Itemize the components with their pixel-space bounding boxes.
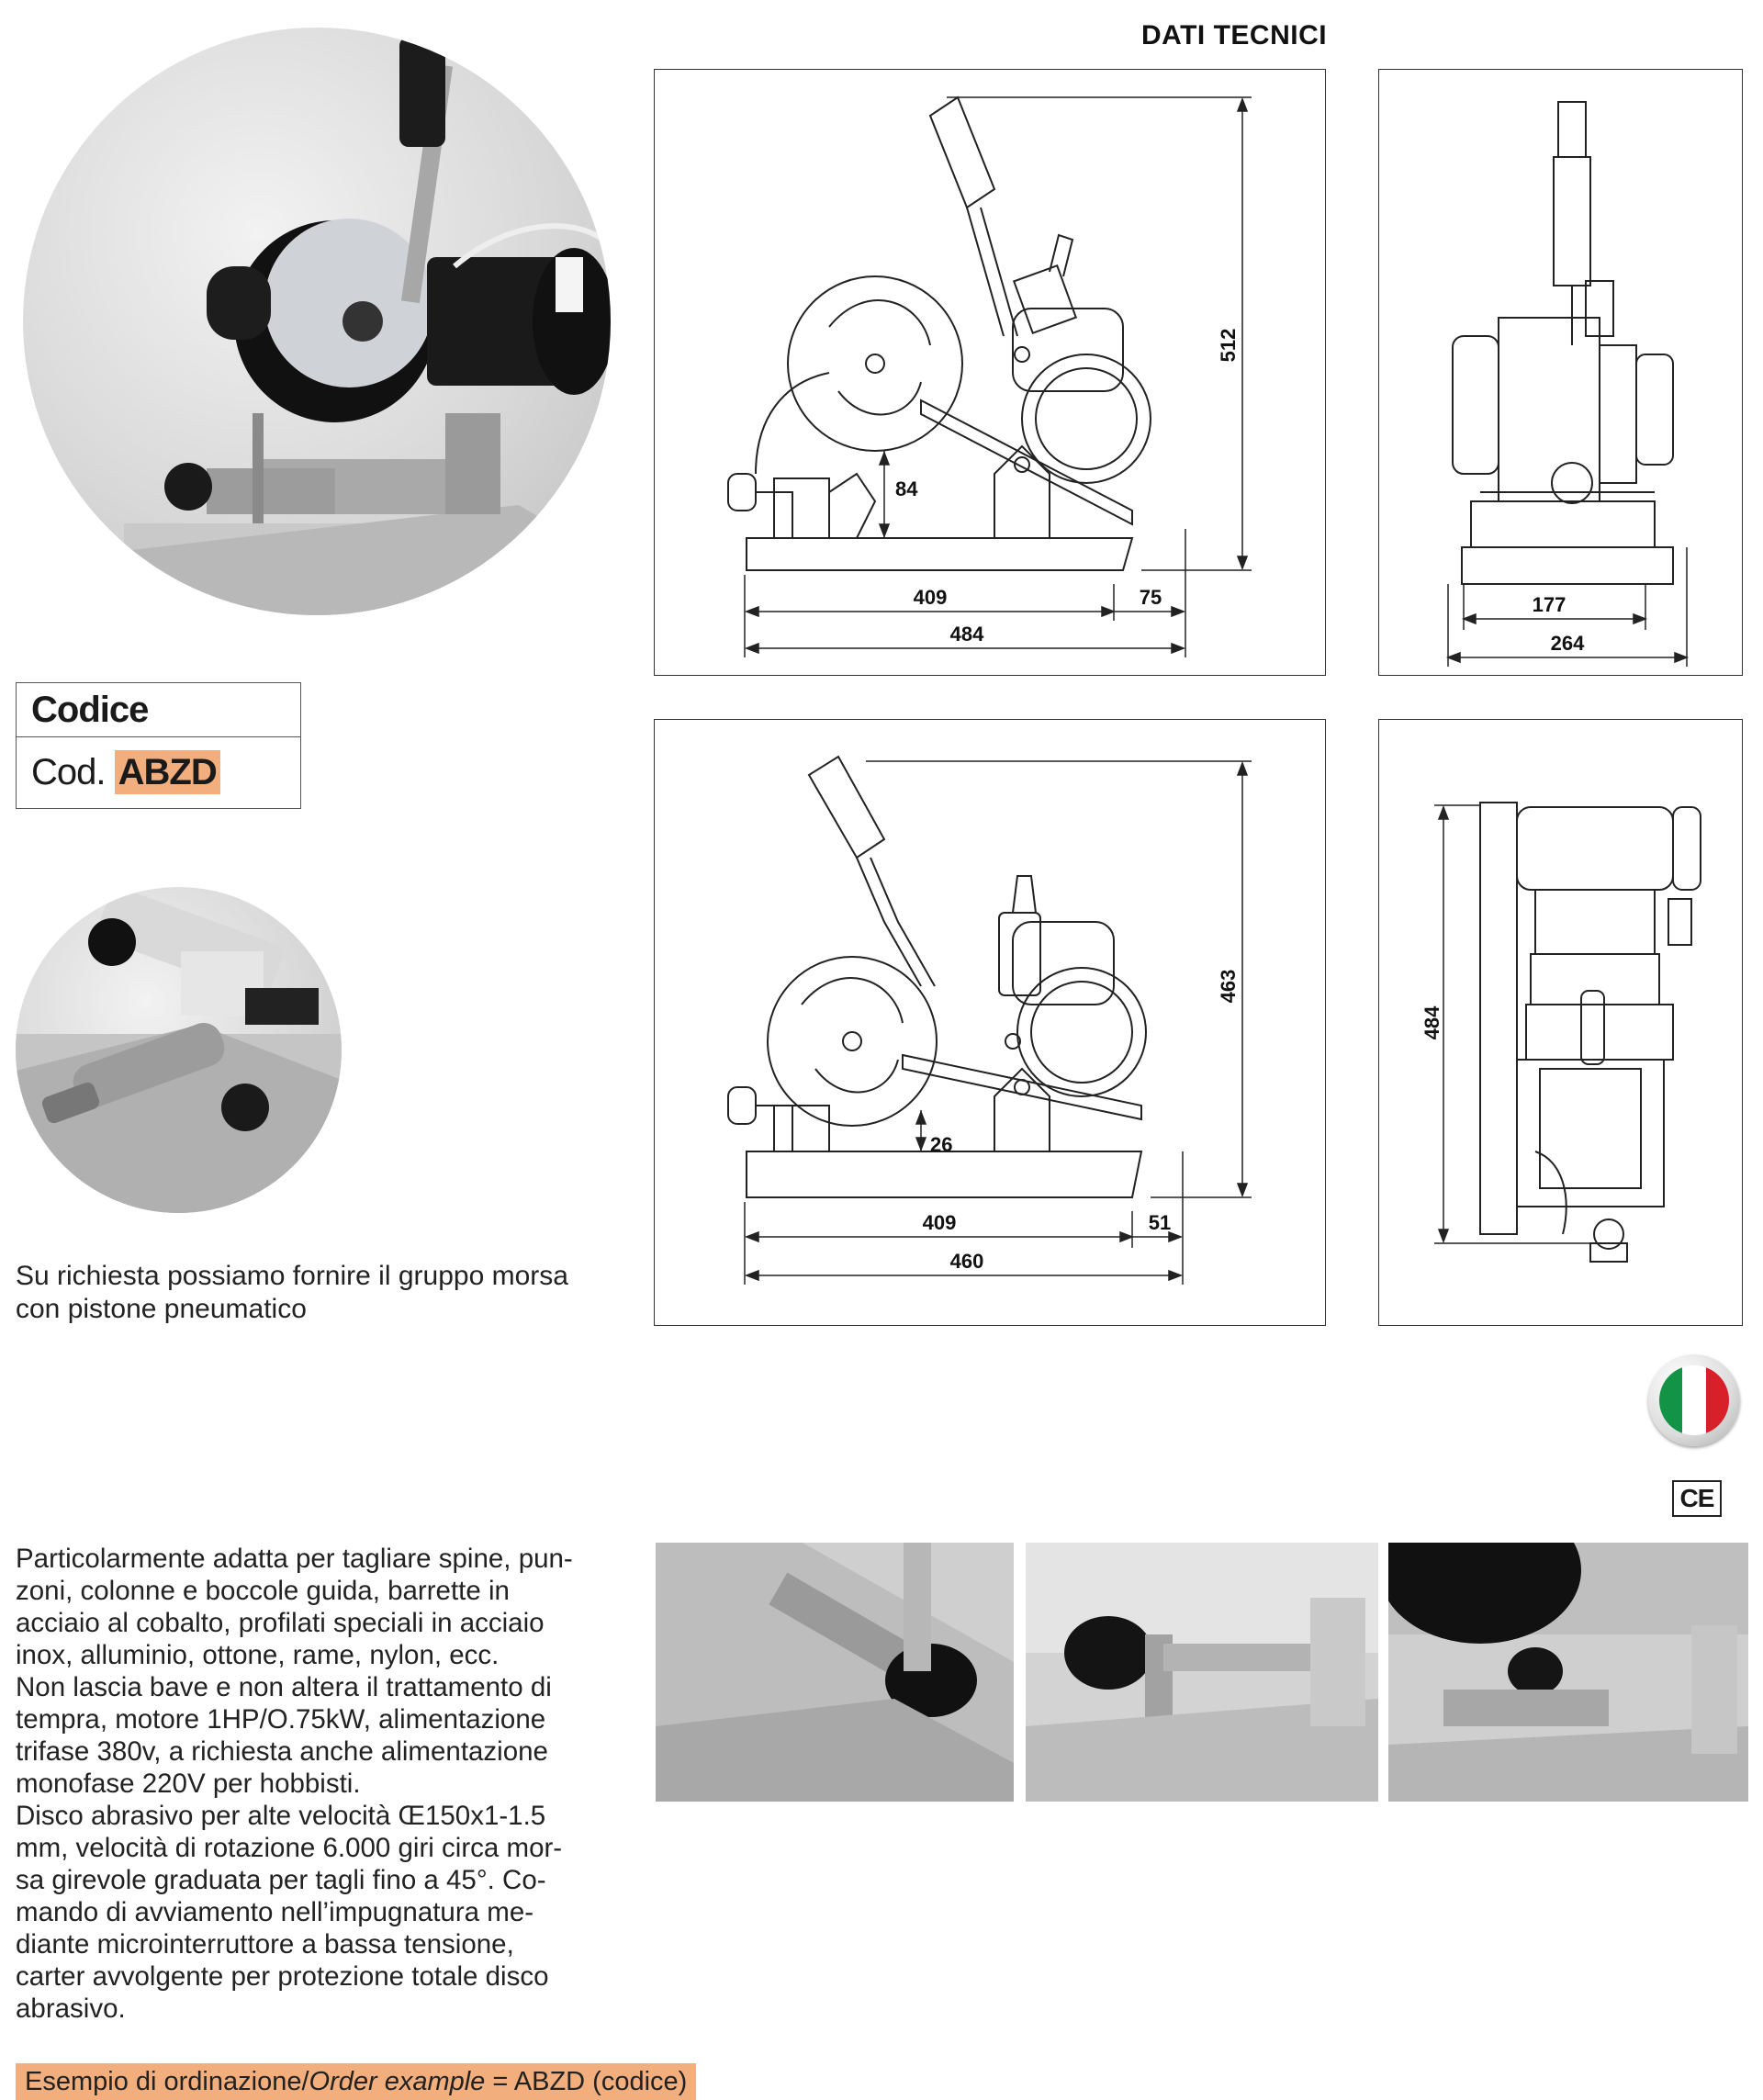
description-line: trifase 380v, a richiesta anche alimentazione bbox=[16, 1736, 548, 1767]
dim-length-75: 75 bbox=[1139, 586, 1162, 609]
dim-vise-height-84: 84 bbox=[895, 477, 918, 500]
pneumatic-vise-illustration bbox=[16, 887, 342, 1213]
detail-photo-1 bbox=[656, 1543, 1014, 1802]
dim-total-length-484: 484 bbox=[949, 623, 984, 646]
description-line: carter avvolgente per protezione totale disco bbox=[16, 1961, 549, 1992]
code-box-header: Codice bbox=[17, 683, 300, 737]
description-line: mando di avviamento nell’impugnatura me- bbox=[16, 1897, 534, 1927]
top-view-2-svg bbox=[1379, 720, 1742, 1325]
dim-height-463: 463 bbox=[1217, 969, 1240, 1004]
code-prefix: Cod. bbox=[31, 752, 106, 792]
ce-mark: CE bbox=[1672, 1480, 1722, 1517]
order-example-label: Esempio di ordinazione/ bbox=[25, 2067, 309, 2096]
detail-photo-2 bbox=[1026, 1543, 1378, 1802]
tech-title: DATI TECNICI bbox=[1141, 20, 1328, 51]
product-photo-main bbox=[23, 28, 611, 615]
side-view-2-svg bbox=[655, 720, 1325, 1325]
order-example bbox=[16, 2063, 696, 2100]
description-line: tempra, motore 1HP/O.75kW, alimentazione bbox=[16, 1704, 546, 1735]
cutting-machine-illustration bbox=[23, 28, 611, 615]
order-example-label-en: Order example bbox=[309, 2067, 486, 2096]
product-description bbox=[16, 1543, 590, 2025]
front-view-1-svg bbox=[1379, 70, 1742, 675]
side-view-1-svg bbox=[655, 70, 1325, 675]
description-line: Non lascia bave e non altera il trattamento di bbox=[16, 1672, 552, 1702]
description-line: monofase 220V per hobbisti. bbox=[16, 1769, 361, 1799]
description-line: sa girevole graduata per tagli fino a 45°. Co- bbox=[16, 1865, 546, 1895]
dim-length-409-b: 409 bbox=[922, 1211, 957, 1234]
description-line: mm, velocità di rotazione 6.000 giri circa mor- bbox=[16, 1833, 563, 1863]
dim-height-512: 512 bbox=[1217, 328, 1240, 363]
description-line: inox, alluminio, ottone, rame, nylon, ecc. bbox=[16, 1640, 500, 1670]
description-line: diante microinterruttore a bassa tensione, bbox=[16, 1929, 514, 1960]
code-box-value-row bbox=[17, 737, 300, 807]
description-line: Particolarmente adatta per tagliare spine, pun- bbox=[16, 1544, 573, 1574]
dim-length-409: 409 bbox=[913, 586, 948, 609]
drawing-top-view-2 bbox=[1378, 719, 1743, 1326]
dim-depth-484: 484 bbox=[1421, 1005, 1443, 1040]
drawing-front-view-1 bbox=[1378, 69, 1743, 676]
product-code: ABZD bbox=[115, 750, 220, 794]
description-line: zoni, colonne e boccole guida, barrette in bbox=[16, 1576, 510, 1606]
dim-length-51: 51 bbox=[1148, 1211, 1172, 1234]
description-line: abrasivo. bbox=[16, 1993, 126, 2024]
italy-flag-icon bbox=[1659, 1365, 1729, 1435]
description-line: acciaio al cobalto, profilati speciali in acciaio bbox=[16, 1608, 545, 1638]
description-line: Disco abrasivo per alte velocità Œ150x1-1.5 bbox=[16, 1801, 546, 1831]
detail-photo-3 bbox=[1388, 1543, 1748, 1802]
drawing-side-view-1 bbox=[654, 69, 1326, 676]
product-photo-vise bbox=[16, 887, 342, 1213]
dim-vise-height-26: 26 bbox=[930, 1133, 953, 1156]
dim-total-width-264: 264 bbox=[1550, 632, 1585, 655]
dim-total-length-460: 460 bbox=[949, 1250, 984, 1273]
order-example-value: = ABZD (codice) bbox=[485, 2067, 688, 2096]
drawing-side-view-2 bbox=[654, 719, 1326, 1326]
code-box bbox=[16, 682, 301, 809]
vise-caption: Su richiesta possiamo fornire il gruppo morsa con pistone pneumatico bbox=[16, 1261, 568, 1324]
dim-inner-width-177: 177 bbox=[1532, 593, 1566, 616]
italy-flag-badge bbox=[1648, 1354, 1740, 1446]
